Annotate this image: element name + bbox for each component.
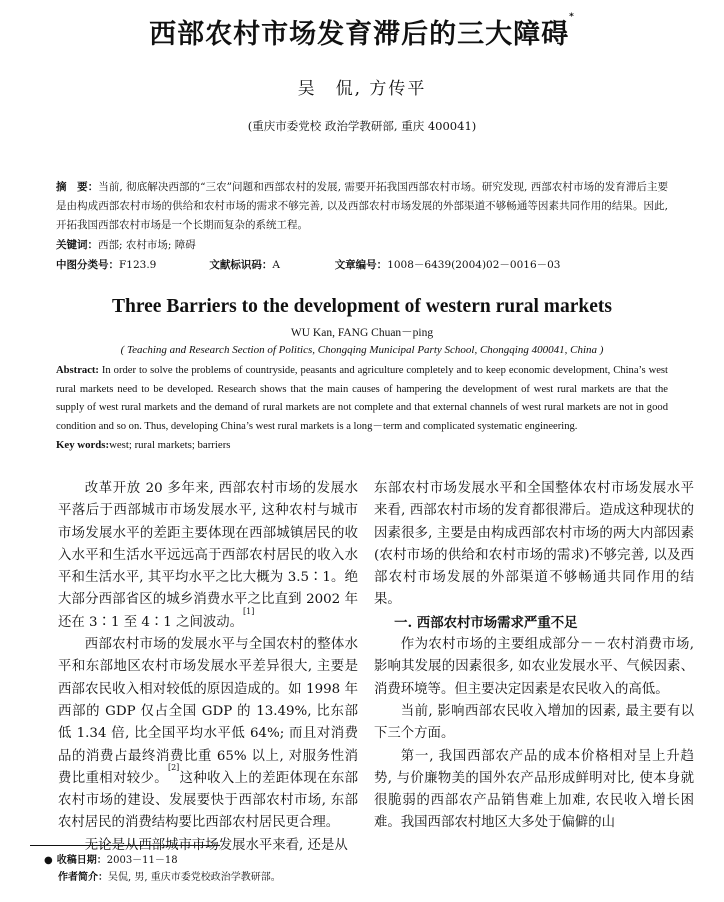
body-paragraph: 东部农村市场发展水平和全国整体农村市场发展水平来看, 西部农村市场的发育都很滞后。造成这种现状的因素很多, 主要是由构成西部农村市场的两大内部因素(农村市场的供给和农村市场的需求)不够完善, 以及西部农村市场发展的外部渠道不够畅通共同作用的结果。 — [374, 481, 694, 608]
keywords-cn-text: 西部; 农村市场; 障碍 — [98, 239, 196, 251]
body-paragraph: 无论是从西部城市市场发展水平来看, 还是从 — [84, 837, 348, 853]
clc-number — [56, 257, 206, 272]
keywords-en-text: west; rural markets; barriers — [109, 439, 231, 451]
clc-value: F123.9 — [119, 259, 157, 271]
paragraph-text: 这种收入上的差距体现在东部农村市场的建设、发展要快于西部农村市场, 东部农村居民的消费结构要比西部农村居民更合理。 — [58, 770, 359, 831]
abstract-en-label: Abstract: — [56, 365, 99, 376]
body-paragraph: 第一, 我国西部农产品的成本价格相对呈上升趋势, 与价廉物美的国外农产品形成鲜明对比, 使本身就很脆弱的西部农产品销售难上加难, 农民收入增长困难。我国西部农村地区大多处于偏僻的山 — [374, 748, 694, 831]
footnotes — [44, 852, 281, 886]
affiliation-en: ( Teaching and Research Section of Politics, Chongqing Municipal Party School, Chongqing 400041, China ) — [120, 344, 604, 356]
author-bio — [44, 869, 281, 886]
article-number — [335, 257, 561, 272]
received-date — [44, 852, 281, 869]
abstract-cn — [56, 178, 668, 235]
paper-title-en: Three Barriers to the development of western rural markets — [111, 296, 612, 317]
title-cn-text: 西部农村市场发育滞后的三大障碍 — [149, 19, 570, 50]
abstract-cn-label: 摘 要： — [56, 181, 99, 193]
body-paragraph — [58, 634, 358, 835]
citation-ref: [2] — [167, 762, 180, 772]
body-column-left — [58, 478, 358, 857]
body-paragraph — [58, 478, 358, 634]
received-label: 收稿日期： — [56, 855, 107, 866]
body-paragraph: 当前, 影响西部农民收入增加的因素, 最主要有以下三个方面。 — [374, 703, 694, 742]
keywords-en — [56, 439, 231, 451]
art-value: 1008－6439(2004)02－0016－03 — [387, 259, 561, 271]
classification-row — [56, 257, 696, 272]
keywords-cn-label: 关键词： — [56, 239, 98, 251]
bullet-icon: ● — [44, 855, 53, 866]
section-heading: 一. 西部农村市场需求严重不足 — [394, 614, 578, 631]
title-footnote-mark: * — [569, 12, 575, 22]
art-label: 文章编号： — [334, 259, 388, 271]
abstract-en — [56, 362, 668, 436]
citation-ref: [1] — [243, 606, 255, 616]
footnote-divider — [30, 845, 220, 846]
abstract-en-text: In order to solve the problems of countryside, peasants and agriculture completely and to keep economic development, China’s west rural markets need to be developed. Research shows that the main causes of hampering the development of west rural markets are that the supply of west rural markets and the demand of rural markets are not complete and that external channels of west rural markets are not in good condition and so on. Thus, developing China’s west rural markets is a long－term and complicated systematic engineering. — [56, 365, 668, 432]
body-paragraph: 作为农村市场的主要组成部分－－农村消费市场, 影响其发展的因素很多, 如农业发展水平、气候因素、消费环境等。但主要决定因素是农民收入的高低。 — [374, 637, 694, 697]
keywords-cn — [56, 237, 196, 252]
authors-cn: 吴 侃, 方传平 — [297, 79, 427, 99]
body-column-right — [374, 478, 694, 835]
abstract-cn-text: 当前, 彻底解决西部的“三农”问题和西部农村的发展, 需要开拓我国西部农村市场。研究发现, 西部农村市场的发育滞后主要是由构成西部农村市场的供给和农村市场的需求不够完善, 以及西部农村市场发展的外部渠道不够畅通等因素共同作用的结果。因此, 开拓我国西部农村市场是一个长期而复杂的系统工程。 — [56, 181, 669, 231]
paragraph-text: 西部农村市场的发展水平与全国农村的整体水平和东部地区农村市场发展水平差异很大, 主要是西部农民收入相对较低的原因造成的。如 1998 年西部的 GDP 仅占全国 GDP 的 13.49%, 比东部低 1.34 倍, 比全国平均水平低 64%; 而且对消费品的消费占最终消费比重 65% 以上, 对服务性消费比重相对较少。 — [58, 637, 358, 786]
authors-en: WU Kan, FANG Chuan－ping — [290, 327, 434, 339]
doc-value: A — [272, 259, 280, 271]
clc-label: 中图分类号： — [56, 259, 119, 271]
author-bio-label: 作者简介： — [58, 872, 108, 883]
keywords-en-label: Key words: — [56, 439, 110, 451]
doc-code — [209, 257, 331, 272]
doc-label: 文献标识码： — [209, 259, 273, 271]
paper-title-cn — [0, 12, 724, 51]
paragraph-text: 改革开放 20 多年来, 西部农村市场的发展水平落后于西部城市市场发展水平, 这种农村与城市市场发展水平的差距主要体现在西部城镇居民的收入水平和生活水平远远高于西部农村居民的收入水平和生活水平, 其平均水平之比大概为 3.5∶1。绝大部分西部省区的城乡消费水平之比直到 2002 年还在 3∶1 至 4∶1 之间波动。 — [58, 481, 358, 630]
received-value: 2003－11－18 — [106, 855, 178, 866]
author-bio-value: 吴侃, 男, 重庆市委党校政治学教研部。 — [108, 872, 281, 883]
affiliation-cn: (重庆市委党校 政治学教研部, 重庆 400041) — [247, 119, 477, 133]
